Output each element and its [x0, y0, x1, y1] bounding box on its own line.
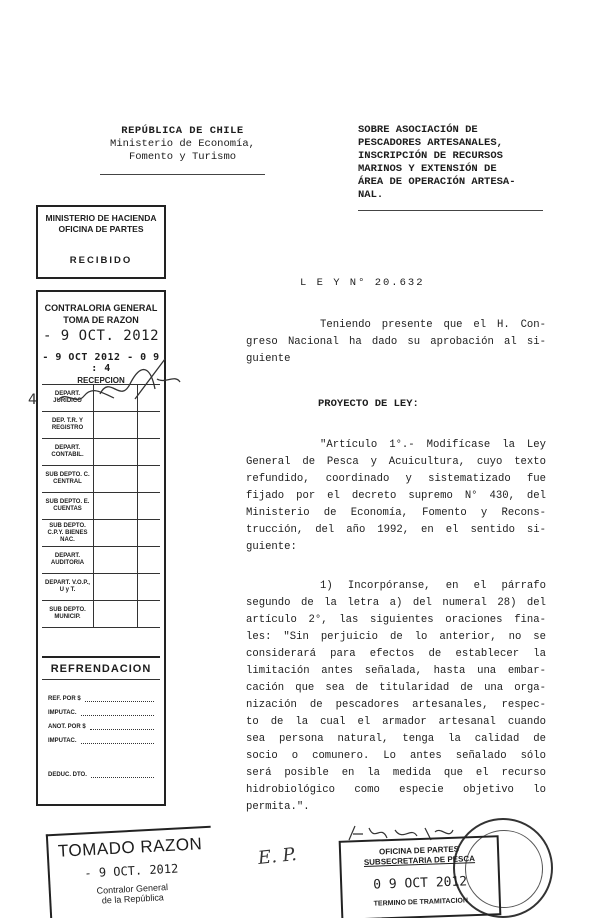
- subject-line: NAL.: [358, 189, 384, 201]
- routing-label: DEPART. V.O.P., U y T.: [42, 574, 94, 600]
- item-line: hidrobiológico como especie objetivo lo: [246, 784, 546, 796]
- oficina-partes-date: 0 9 OCT 2012: [372, 874, 468, 893]
- item-line: to de la cual el armador artesanal cuando: [246, 716, 546, 728]
- routing-label: SUB DEPTO. MUNICIP.: [42, 601, 94, 627]
- routing-row: [42, 493, 160, 520]
- article-line: Ministerio de Economía, Fomento y Recons-: [246, 507, 546, 519]
- article-1: [246, 437, 546, 556]
- article-line: "Artículo 1°.- Modifícase la Ley: [320, 439, 546, 451]
- subject-line: INSCRIPCIÓN DE RECURSOS: [358, 150, 503, 162]
- article-line: refundido, coordinado y sistematizado fue: [246, 473, 546, 485]
- stamp-hacienda-line2: OFICINA DE PARTES: [58, 224, 144, 234]
- proyecto-heading: PROYECTO DE LEY:: [318, 398, 419, 410]
- routing-row: [42, 466, 160, 493]
- subject-line: ÁREA DE OPERACIÓN ARTESA-: [358, 176, 516, 188]
- article-line: General de Pesca y Acuicultura, cuyo texto: [246, 456, 546, 468]
- contraloria-date: - 9 OCT. 2012: [42, 328, 160, 344]
- ref-line: [42, 688, 160, 702]
- item-line: socio o comunero. Lo antes señalado sólo: [246, 750, 546, 762]
- routing-grid: [42, 384, 160, 628]
- routing-label: SUB DEPTO. E. CUENTAS: [42, 493, 94, 519]
- refrendacion-title: REFRENDACION: [42, 658, 160, 680]
- item-line: limitación antes señalada, hasta una embar-: [246, 665, 546, 677]
- intro-line: Teniendo presente que el H. Con-: [320, 319, 546, 331]
- article-line: fijado por el decreto supremo N° 430, del: [246, 490, 546, 502]
- contralor-line1: Contralor General: [96, 882, 169, 896]
- intro-paragraph: [246, 317, 546, 368]
- ministry-name-cont: Fomento y Turismo: [128, 151, 237, 163]
- handwritten-initials: E. P.: [257, 844, 298, 869]
- routing-label: DEPART. JURIDICO: [42, 385, 94, 411]
- item-line: les: "Sin perjuicio de lo anterior, no se: [246, 631, 546, 643]
- oficina-partes-line2: SUBSECRETARIA DE PESCA: [363, 854, 476, 867]
- routing-label: SUB DEPTO. C. CENTRAL: [42, 466, 94, 492]
- subject-line: SOBRE ASOCIACIÓN DE: [358, 124, 478, 136]
- routing-row: [42, 520, 160, 547]
- routing-row: [42, 412, 160, 439]
- ref-line-label: DEDUC. DTO.: [48, 772, 87, 778]
- ministry-name: Ministerio de Economía,: [110, 138, 255, 150]
- item-line: considerará para efectos de establecer la: [246, 648, 546, 660]
- ref-line-label: ANOT. POR $: [48, 724, 86, 730]
- toma-razon-title: TOMA DE RAZON: [63, 315, 139, 325]
- republic-title: REPÚBLICA DE CHILE: [121, 125, 244, 137]
- law-number: L E Y N° 20.632: [300, 277, 425, 289]
- routing-row: [42, 547, 160, 574]
- stamp-tomado-razon: [46, 826, 215, 918]
- tomado-razon-date: - 9 OCT. 2012: [84, 861, 179, 881]
- ref-line: [42, 702, 160, 716]
- routing-label: DEP. T.R. Y REGISTRO: [42, 412, 94, 438]
- ref-line: [42, 764, 160, 778]
- subject-line: PESCADORES ARTESANALES,: [358, 137, 503, 149]
- oficina-partes-line1: OFICINA DE PARTES: [378, 844, 460, 857]
- ref-line-label: IMPUTAC.: [48, 710, 77, 716]
- article-line: trucción, del año 1992, en el sentido si-: [246, 524, 546, 536]
- contraloria-reception-date: - 9 OCT 2012 - 0 9 : 4: [42, 352, 160, 374]
- subject-line: MARINOS Y EXTENSIÓN DE: [358, 163, 497, 175]
- ref-line-label: IMPUTAC.: [48, 738, 77, 744]
- ref-line: [42, 716, 160, 730]
- header-ministry: [95, 125, 270, 175]
- header-right-rule: [358, 210, 543, 211]
- oficina-partes-bottom: TERMINO DE TRAMITACION: [373, 897, 469, 908]
- contralor-line2: de la República: [101, 892, 165, 906]
- item-line: cación que sea de titularidad de una orga-: [246, 682, 546, 694]
- tomado-razon-title: TOMADO RAZON: [57, 834, 203, 861]
- article-line: guiente:: [246, 541, 297, 553]
- item-line: permita.".: [246, 801, 310, 813]
- item-1: [246, 578, 546, 816]
- routing-label: DEPART. AUDITORIA: [42, 547, 94, 573]
- margin-note: 4: [28, 392, 37, 408]
- item-line: sea persona natural, tenga la calidad de: [246, 733, 546, 745]
- stamp-hacienda: [36, 205, 166, 279]
- item-line: artículo 2°, las siguientes oraciones fina-: [246, 614, 546, 626]
- header-subject: [358, 124, 548, 211]
- refrendacion-box: [42, 656, 160, 778]
- routing-row: [42, 439, 160, 466]
- header-left-rule: [100, 174, 265, 175]
- ref-line-label: REF. POR $: [48, 696, 81, 702]
- item-line: 1) Incorpóranse, en el párrafo: [320, 580, 546, 592]
- reception-label: RECEPCION: [77, 376, 125, 385]
- ref-line: [42, 730, 160, 744]
- stamp-hacienda-line1: MINISTERIO DE HACIENDA: [45, 213, 157, 223]
- routing-label: SUB DEPTO. C.P.Y. BIENES NAC.: [42, 520, 94, 546]
- contraloria-title: CONTRALORIA GENERAL: [44, 303, 158, 313]
- routing-row: [42, 574, 160, 601]
- item-line: segundo de la letra a) del numeral 28) del: [246, 597, 546, 609]
- stamp-oficina-partes: [339, 835, 502, 918]
- item-line: nización de pescadores artesanales, respec-: [246, 699, 546, 711]
- item-line: será posible en la medida que el recurso: [246, 767, 546, 779]
- routing-label: DEPART. CONTABIL.: [42, 439, 94, 465]
- intro-line: guiente: [246, 353, 291, 365]
- routing-row: [42, 601, 160, 628]
- intro-line: greso Nacional ha dado su aprobación al si-: [246, 336, 546, 348]
- signature-scribble: [56, 388, 116, 408]
- stamp-hacienda-received: RECIBIDO: [69, 255, 133, 266]
